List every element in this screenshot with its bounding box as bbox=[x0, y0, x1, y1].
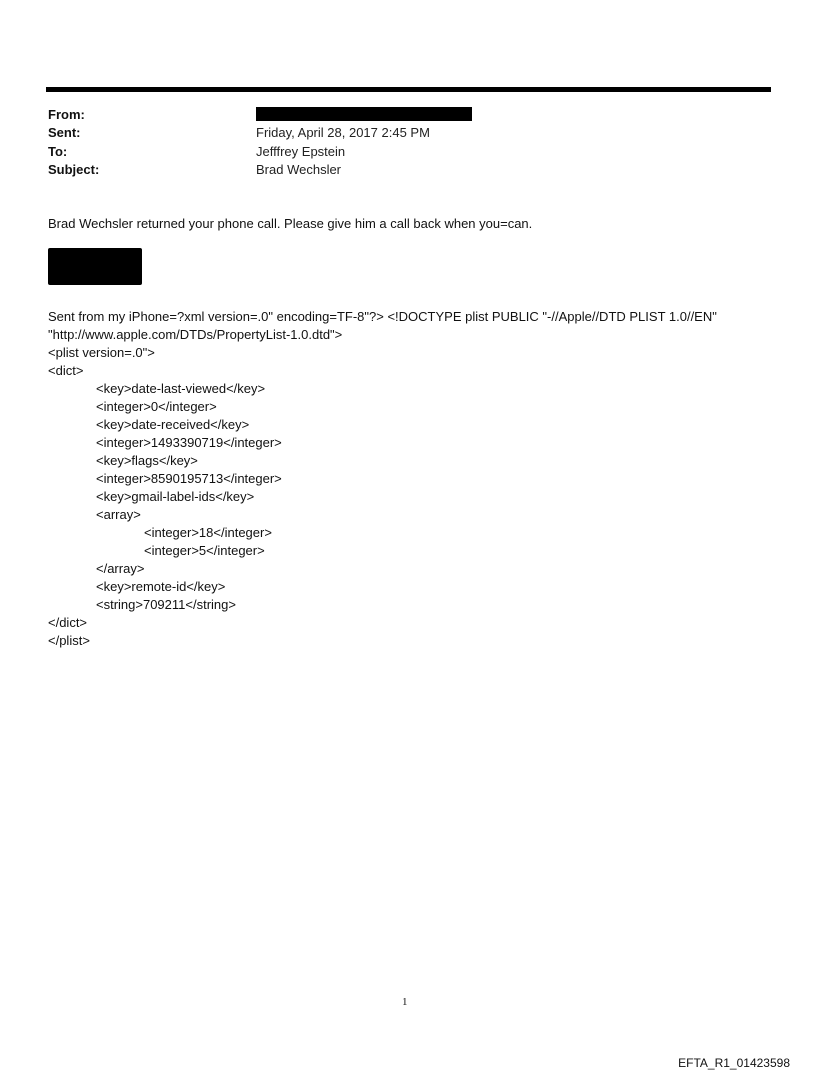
xml-plist-block bbox=[48, 308, 717, 650]
to-value: Jefffrey Epstein bbox=[256, 144, 346, 159]
message-text: Brad Wechsler returned your phone call. Please give him a call back when you=can. bbox=[48, 216, 533, 231]
redacted-signature-block bbox=[48, 248, 142, 285]
xml-line: <key>date-last-viewed</key> bbox=[96, 381, 266, 396]
xml-line: <key>flags</key> bbox=[96, 453, 198, 468]
xml-line: <key>date-received</key> bbox=[96, 417, 250, 432]
xml-line: </plist> bbox=[48, 633, 90, 648]
xml-line: "http://www.apple.com/DTDs/PropertyList-1.0.dtd"> bbox=[48, 327, 343, 342]
redacted-sender-block bbox=[256, 107, 472, 121]
xml-line: <key>gmail-label-ids</key> bbox=[96, 489, 255, 504]
xml-line: <integer>8590195713</integer> bbox=[96, 471, 282, 486]
sent-label: Sent: bbox=[48, 125, 81, 140]
sent-value: Friday, April 28, 2017 2:45 PM bbox=[256, 125, 430, 140]
xml-line: </array> bbox=[96, 561, 145, 576]
xml-line: <key>remote-id</key> bbox=[96, 579, 226, 594]
to-label: To: bbox=[48, 144, 68, 159]
xml-line: Sent from my iPhone=?xml version=.0" encoding=TF-8"?> <!DOCTYPE plist PUBLIC "-//Apple//DTD PLIST 1.0//EN" bbox=[48, 309, 717, 324]
xml-line: <dict> bbox=[48, 363, 84, 378]
xml-line: <integer>1493390719</integer> bbox=[96, 435, 282, 450]
xml-line: <plist version=.0"> bbox=[48, 345, 155, 360]
xml-line: <integer>0</integer> bbox=[96, 399, 217, 414]
subject-label: Subject: bbox=[48, 162, 100, 177]
page-number: 1 bbox=[402, 996, 408, 1008]
xml-line: <integer>5</integer> bbox=[144, 543, 265, 558]
xml-line: </dict> bbox=[48, 615, 88, 630]
xml-line: <array> bbox=[96, 507, 141, 522]
xml-line: <integer>18</integer> bbox=[144, 525, 272, 540]
xml-line: <string>709211</string> bbox=[96, 597, 236, 612]
document-id: EFTA_R1_01423598 bbox=[678, 1056, 790, 1070]
subject-value: Brad Wechsler bbox=[256, 162, 342, 177]
from-label: From: bbox=[48, 107, 85, 122]
header-divider bbox=[46, 87, 771, 92]
